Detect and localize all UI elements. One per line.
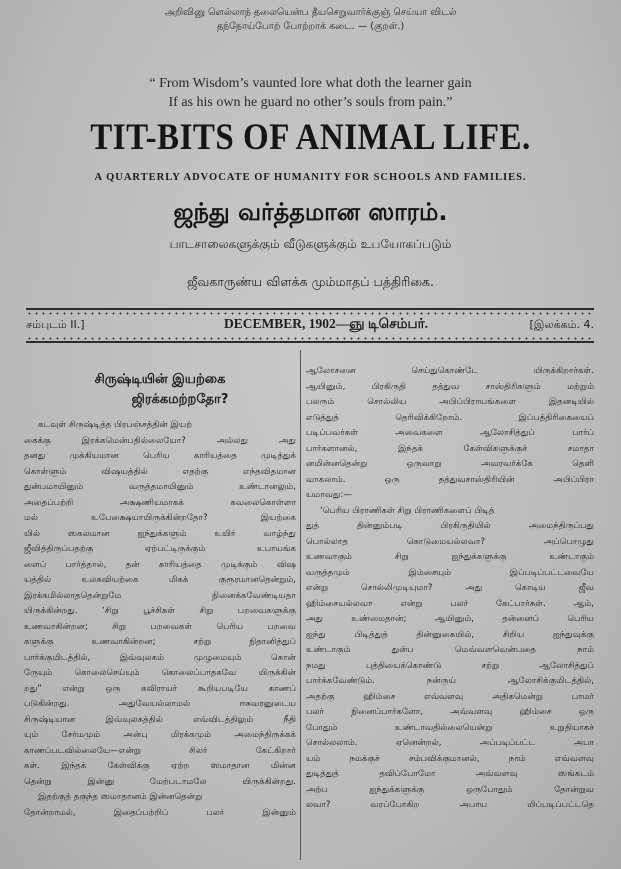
text-line: கடவுள் சிருஷ்டித்த பிரபஞ்சத்தின் இயற் [38, 420, 193, 430]
text-line: ஆலோசனை செய்துகொண்டே யிருக்கிறார்கள். [306, 366, 594, 376]
bottom-dotted-rule [26, 337, 594, 340]
text-line: யமாவது:— [306, 490, 352, 500]
volume-label: சம்புடம் II.] [26, 318, 85, 331]
text-line: ளைப் பார்த்தால், தன் காரியத்தை முடிக்கும் விஷ [24, 559, 296, 570]
column-divider [300, 350, 301, 860]
text-line: றது” என்று ஒரு கவிராயர் கூறியபடியே காணப் [24, 683, 296, 694]
text-line: எடுத்துத் தெரிவிக்கிறோம். இப்பத்திரிகையைப் [306, 412, 594, 423]
text-line: பார்க்கவேண்டும். நன்ருய் ஆலோசிக்குமிடத்தில், [306, 676, 594, 686]
text-line: யில் ஸகலமான ஐந்துக்களும் உயிர் வாழ்ந்து [24, 528, 296, 539]
right-column [306, 350, 594, 814]
text-line: வாகலாம். ஒரு தத்துவசாஸ்திரியின் அபிப்பிரா [306, 474, 594, 485]
text-line: படுகின்றது. அதுவேயல்லாமல் ஈசுவரனுடைய [24, 699, 296, 709]
top-dotted-rule [26, 312, 594, 315]
top-rule [26, 308, 594, 310]
text-line: அதற்கு ஹிம்சை எவ்வளவு அதிகமென்று பாமர் [306, 691, 594, 702]
masthead-subtitle: A QUARTERLY ADVOCATE OF HUMANITY FOR SCHOOLS AND FAMILIES. [94, 172, 527, 183]
bottom-rule [26, 341, 594, 343]
text-line: சிருஷ்டியான இவ்வுலகத்தில் எவ்விடத்திலும் நீதி [24, 714, 296, 725]
text-line: கைக்கு இரக்கமென்பதில்லையோ? அல்லது அது [24, 435, 296, 446]
text-line: னமின்னதென்று ஒருவாறு அவரவர்க்கே தெளி [306, 459, 594, 469]
tamil-masthead-title: ஜந்து வர்த்தமான ஸாரம். [173, 198, 448, 226]
text-line: இதற்குத் தகுந்த ஸமாதானம் இன்னதென்று [38, 792, 203, 802]
text-line: உணவாகும் சிறு ஐந்துக்களுக்கு உண்டாகும் [306, 552, 594, 562]
text-line: ஹிம்சையல்லவா என்று பலர் கேட்பார்கள். ஆம், [306, 598, 594, 609]
text-line: தோன்றாமல், இதைப்பற்றிப் பலர் இன்னும் [24, 807, 296, 818]
text-line: காணப்படவில்லையே—என்று சிலர் கேட்கிறார் [24, 745, 296, 756]
english-epigraph-line-1: “ From Wisdom’s vaunted lore what doth the learner gain [149, 76, 472, 91]
text-line: கொள்ளும் விஷயத்தில் எதற்கு எந்தவிதமான [24, 466, 296, 477]
text-line: ஐந்து பிடித்துத் தின்னுகையில், சிறிய ஐந்துவுக்கு [306, 629, 594, 640]
text-line: அதைப்பற்றி அக்ஷணியமாகக் கவலைகொள்ளா [24, 497, 296, 508]
text-line: ருேயும் கொலைசெய்யும் கொலைப்பாதகவே யிருக்கின் [24, 668, 296, 678]
text-line: இரக்கமில்லாததென்றுமே நினைக்கவேண்டியதா [24, 590, 296, 601]
tamil-subtitle-1: பாடசாலைகளுக்கும் வீடுகளுக்கும் உபயோகப்படும் [169, 237, 452, 251]
text-line: தென்று இன்னு மேற்படாமலே யிருக்கின்றது. [24, 776, 296, 787]
text-line: போதும் உண்டாவதில்லையென்று உறுதியாகச் [306, 722, 594, 733]
text-line: வருத்தமும் இம்சையும் இப்படிப்பட்டவையே [306, 567, 594, 578]
text-line: நமது புத்தியைக்கொண்டு சற்று ஆலோசித்துப் [306, 660, 594, 671]
text-line: பலரும் சொல்லிய அபிப்பிராயங்களை இதனடியில் [306, 397, 594, 407]
text-line: துடித்துத் தவிப்போமோ அவ்வளவு ஸங்கடம் [306, 769, 594, 779]
text-line: சொல்லலாம். ஏனென்றல், அப்படிப்பட்ட அபா [306, 738, 594, 748]
text-line: ஆயினும், பிரகிருதி தத்துவ சாஸ்திரிகளும் மற்றும் [306, 381, 594, 392]
tamil-epigraph-line-1: அறிவினு ளெல்லாந் தலையென்ப தீயசெறுவார்க்குஞ் செய்யா விடல் [164, 7, 457, 18]
right-column-body [306, 364, 594, 814]
masthead-title: TIT-BITS OF ANIMAL LIFE. [90, 117, 531, 159]
text-line: லவா? வரப்போகிற அபாய மிப்படிப்பட்டதெ [306, 800, 594, 810]
tamil-subtitle-2: ஜீவகாருண்ய விளக்க மும்மாதப் பத்திரிகை. [186, 274, 434, 289]
text-line: துத் தின்னும்படி பிரகிருதியில் அமைந்திருப்பது [306, 521, 594, 531]
text-line: ஜீவித்திருப்பதற்கு ஏற்பட்டிருக்கும் உபாயங்க [24, 544, 296, 554]
issue-info-bar [26, 316, 594, 336]
text-line: யத்தில் உலகவியற்கை மிகக் குரூரமானதென்றும், [24, 575, 296, 585]
text-line: உண்டாகும் துன்ப மெவ்வளவென்பதை நாம் [306, 645, 594, 655]
text-line: பலர் நினைப்பார்களோ, அவ்வளவு ஹிம்சை ஒரு [306, 707, 594, 717]
text-line: உணவாகின்றன; சிறு பறவைகள் பெரிய பறவை [24, 621, 296, 632]
article-heading-line-2: ஜிரக்கமற்றதோ? [131, 392, 229, 407]
text-line: யிருக்கின்றது. ‘சிறு பூச்சிகள் சிறு பறவைகளுக்கு [24, 606, 296, 616]
text-line: கள். இந்தக் கேள்விக்கு ஏற்ற ஸமாதான மின்ன [24, 761, 296, 771]
text-line: பார்களானல், இந்தக் கேள்விகளுக்குச் சமாதா [306, 443, 594, 454]
issue-number: [இலக்கம். 4. [529, 318, 594, 331]
left-column-body [24, 418, 296, 821]
article-heading-line-1: சிருஷ்டியின் இயற்கை [94, 372, 226, 387]
text-line: படிப்பவர்கள் அவைகளை ஆலோசித்துப் பார்ப் [306, 428, 594, 438]
issue-date: DECEMBER, 1902—ஞு டிசெம்பர். [223, 316, 429, 331]
text-line: பார்க்குமிடத்தில், இவ்வுலகம் முழுமையும் கொன் [24, 652, 296, 663]
text-line: யம் நமக்குச் சம்பவிக்குமானல், நாம் எவ்வளவு [306, 753, 594, 764]
text-line: தனது முக்கியமான பெரிய காரியத்தை முடித்துக் [24, 451, 296, 461]
text-line: என்று சொல்லிமுடியுமா? அது கொடிய ஜீவ [306, 583, 594, 593]
text-line: களுக்கு உணவாகின்றன; சற்று நிதானித்துப் [24, 637, 296, 647]
text-line: யும் சேர்மமும் அன்பு மிரக்கமும் அமைந்திருக்கக் [24, 730, 296, 740]
english-epigraph-line-2: If as his own he guard no other’s souls from pain.” [168, 95, 453, 110]
text-line: அது உண்மைதான்; ஆயினும், தன்னைப் பெரிய [306, 614, 594, 624]
text-line: துன்பமாயினும் வருத்தமாயினும் உண்டானலும், [24, 482, 296, 492]
text-line: மல் உபேக்ஷையாயிருக்கின்றதோ? இயற்கை [24, 513, 296, 523]
text-line: பொல்லாத கொடுமையல்லவா? அப்பொழுது [306, 536, 594, 547]
text-line: அற்ப ஐந்துக்களுக்கு ஒருபோதும் தோன்றுவ [306, 784, 594, 795]
text-line: ‘பெரிய பிராணிகள் சிறு பிராணிகளைப் பிடித் [320, 505, 495, 516]
tamil-epigraph-line-2: தந்நோய்போற் போற்றாக் கடை. — (குறள்.) [216, 21, 405, 32]
left-column [24, 350, 296, 821]
